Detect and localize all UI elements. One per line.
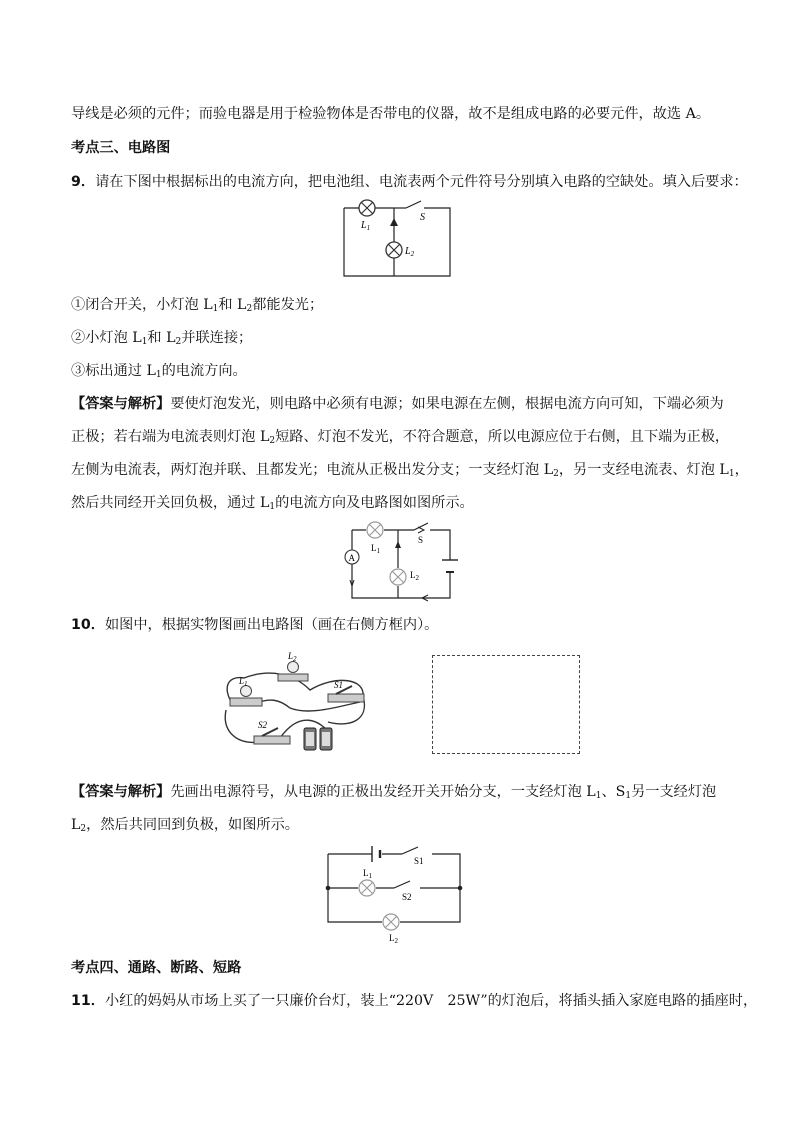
switch-s2-icon — [254, 728, 290, 744]
switch-s2-label: S2 — [258, 720, 267, 730]
switch-s1-label: S1 — [334, 680, 343, 690]
lamp-l1-icon — [367, 522, 383, 538]
lamp-l1-icon — [230, 686, 262, 707]
ammeter-label: A — [348, 553, 355, 563]
question-number: 10． — [71, 617, 105, 633]
lamp-l1-icon — [359, 200, 375, 216]
question-11 — [71, 990, 757, 1010]
switch-s2-label: S2 — [402, 892, 412, 902]
lamp-l2-label: $L_2$ — [410, 570, 419, 582]
requirement-3: ③标出通过 $L_1$的电流方向。 — [71, 363, 247, 380]
answer-drawing-box[interactable] — [432, 655, 580, 754]
circuit-figure-q10-answer — [322, 842, 464, 946]
lamp-l2-icon — [278, 662, 308, 682]
lamp-l2-icon — [390, 569, 406, 585]
current-arrow-icon — [418, 527, 424, 533]
answer-9-line-2: 正极；若右端为电流表则灯泡 $L_2$短路、灯泡不发光，不符合题意，所以电源应位于右侧，且下端为正极， — [71, 429, 730, 446]
requirement-2: ②小灯泡 $L_1$和 $L_2$并联连接； — [71, 330, 253, 347]
intro-text: 导线是必须的元件；而验电器是用于检验物体是否带电的仪器，故不是组成电路的必要元件，故选 A。 — [71, 106, 711, 122]
answer-10-line-1: 【答案与解析】先画出电源符号，从电源的正极出发经开关开始分支，一支经灯泡 $L_1$、$S_1$另一支经灯泡 — [71, 784, 717, 801]
lamp-l1-label: $L_1$ — [239, 676, 248, 688]
question-number: 11． — [71, 993, 105, 1009]
physical-circuit-drawing — [220, 650, 370, 754]
lamp-l1-label: $L_1$ — [371, 543, 380, 555]
section-heading-4: 考点四、通路、断路、短路 — [71, 960, 242, 976]
circuit-figure-q9 — [340, 196, 455, 280]
question-text: 小红的妈妈从市场上买了一只廉价台灯，装上“220V 25W”的灯泡后，将插头插入家庭电路的插座时， — [104, 993, 758, 1009]
circuit-figure-q9-answer — [338, 518, 462, 602]
switch-label: S — [418, 535, 424, 545]
answer-label: 【答案与解析】 — [71, 396, 171, 412]
question-number: 9． — [71, 174, 96, 190]
lamp-l2-label: $L_2$ — [405, 246, 415, 258]
lamp-l2-label: $L_2$ — [389, 933, 398, 945]
battery-icon — [304, 728, 332, 750]
requirement-1: ①闭合开关，小灯泡 $L_1$和 $L_2$都能发光； — [71, 297, 324, 314]
switch-s1-label: S1 — [414, 856, 424, 866]
lamp-l1-label: $L_1$ — [363, 868, 372, 880]
question-9 — [71, 171, 748, 191]
answer-9-line-4: 然后共同经开关回负极，通过 $L_1$的电流方向及电路图如图所示。 — [71, 495, 474, 512]
answer-9-line-3: 左侧为电流表，两灯泡并联、且都发光；电流从正极出发分支；一支经灯泡 $L_2$，另一支经电流表、灯泡 $L_1$， — [71, 462, 749, 479]
question-10 — [71, 614, 438, 634]
lamp-l2-icon — [383, 914, 399, 930]
lamp-l1-label: $L_1$ — [361, 220, 371, 232]
lamp-l2-icon — [386, 242, 402, 258]
answer-10-line-2: $L_2$，然后共同回到负极，如图所示。 — [71, 817, 299, 834]
lamp-l1-icon — [359, 880, 375, 896]
current-arrow-icon — [395, 541, 401, 548]
answer-label: 【答案与解析】 — [71, 784, 171, 800]
question-text: 如图中，根据实物图画出电路图（画在右侧方框内）。 — [104, 617, 439, 633]
section-heading-3: 考点三、电路图 — [71, 140, 171, 156]
lamp-l2-label: $L_2$ — [288, 651, 297, 663]
answer-9-line-1: 【答案与解析】要使灯泡发光，则电路中必须有电源；如果电源在左侧，根据电流方向可知，下端必须为 — [71, 396, 724, 412]
question-text: 请在下图中根据标出的电流方向，把电池组、电流表两个元件符号分别填入电路的空缺处。填入后要求： — [95, 174, 748, 190]
current-arrow-icon — [390, 218, 398, 226]
switch-label: S — [420, 212, 425, 223]
